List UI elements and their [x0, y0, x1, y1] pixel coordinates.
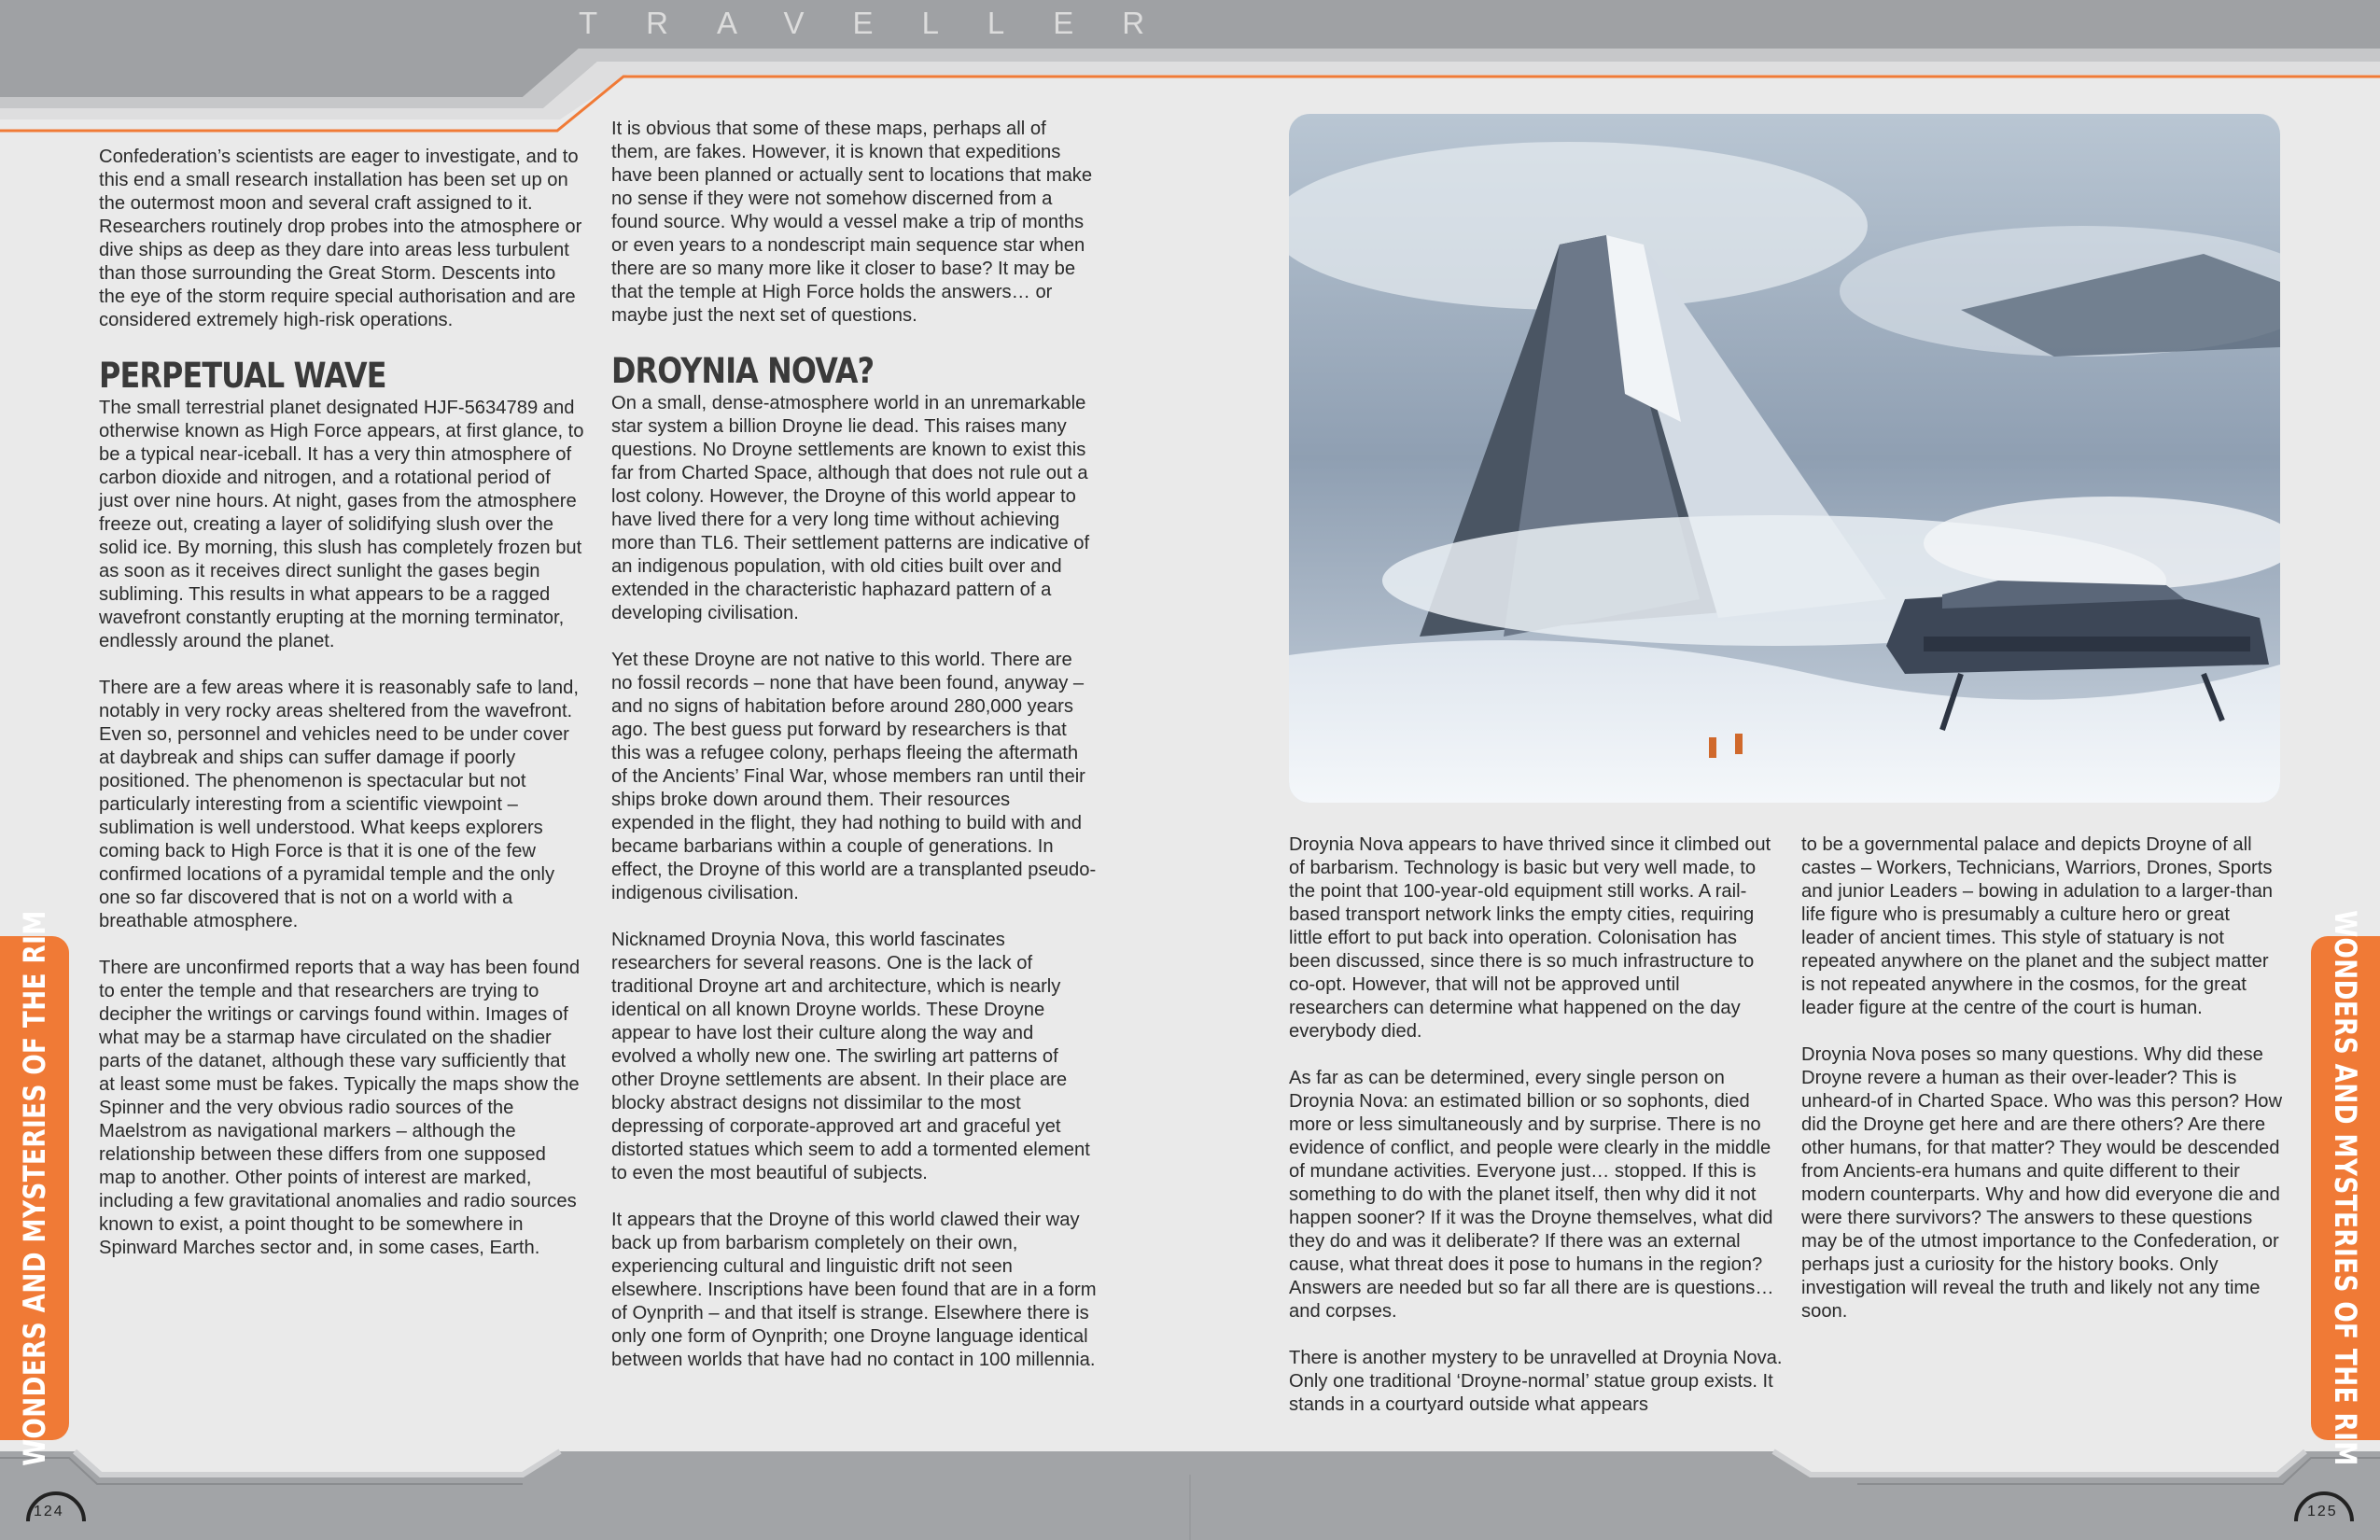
chapter-tab-right [2311, 910, 2380, 1466]
paragraph: Confederation’s scientists are eager to investigate, and to this end a small research installation has been set up on the outermost moon and several craft assigned to it. Researchers routinely drop probes into the atmosphere or dive ships as deep as they dare into areas less turbulent than those surrounding the Great Storm. Descents into the eye of the storm require special authorisation and are considered extremely high-risk operations. [99, 147, 582, 330]
section-heading-perpetual-wave: PERPETUAL WAVE [99, 356, 386, 396]
paragraph: Droynia Nova appears to have thrived since it climbed out of barbarism. Technology is basic but very well made, to the point that 100-year-old equipment still works. A rail-based transport network links the empty cities, requiring little effort to put back into operation. Colonisation has been discussed, since there is so much infrastructure to co-opt. However, that will not be approved until researchers can determine what happened on the day everybody died. [1289, 834, 1771, 1042]
chapter-tab-label: WONDERS AND MYSTERIES OF THE RIM [2328, 910, 2363, 1466]
paragraph: It appears that the Droyne of this world clawed their way back up from barbarism completely on their own, experiencing cultural and linguistic drift not seen elsewhere. Inscriptions have been found that are in a form of Oynprith – and that itself is strange. Elsewhere there is only one form of Oynprith; one Droyne language identical between worlds that have had no contact in 100 millennia. [611, 1210, 1097, 1370]
page-number-right: 125 [2307, 1504, 2338, 1519]
pyramid-illustration [1289, 114, 2280, 803]
chapter-tab-left [0, 910, 69, 1466]
header-title: TRAVELLER [579, 6, 1194, 40]
column-2 [611, 118, 1097, 1395]
column-3 [1289, 833, 1784, 1440]
paragraph: The small terrestrial planet designated HJF-5634789 and otherwise known as High Force appears, at first glance, to be a typical near-iceball. It has a very thin atmosphere of carbon dioxide and nitrogen, and a rotational period of just over nine hours. At night, gases from the atmosphere freeze out, creating a layer of solidifying slush over the solid ice. By morning, this slush has completely frozen but as soon as it receives direct sunlight the gases begin subliming. This results in what appears to be a ragged wavefront constantly erupting at the morning terminator, endlessly around the planet. [99, 398, 584, 651]
page-number-left: 124 [34, 1504, 64, 1519]
paragraph: There are a few areas where it is reasonably safe to land, notably in very rocky areas sheltered from the wavefront. Even so, personnel and vehicles need to be under cover at daybreak and ships can suffer damage if poorly positioned. The phenomenon is spectacular but not particularly interesting from a scientific viewpoint – sublimation is well understood. What keeps explorers coming back to High Force is that it is one of the few confirmed locations of a pyramidal temple and the only one so far discovered that is not on a world with a breathable atmosphere. [99, 678, 579, 931]
chapter-tab-label: WONDERS AND MYSTERIES OF THE RIM [17, 910, 52, 1466]
paragraph: On a small, dense-atmosphere world in an unremarkable star system a billion Droyne lie dead. This raises many questions. No Droyne settlements are known to exist this far from Charted Space, although that does not rule out a lost colony. However, the Droyne of this world appear to have lived there for a very long time without achieving more than TL6. Their settlement patterns are indicative of an indigenous population, with old cities built over and extended in the characteristic haphazard pattern of a developing civilisation. [611, 393, 1090, 623]
paragraph: It is obvious that some of these maps, perhaps all of them, are fakes. However, it is known that expeditions have been planned or actually sent to locations that make no sense if they were not somehow discerned from a found source. Why would a vessel make a trip of months or even years to a nondescript main sequence star when there are so many more like it closer to base? It may be that the temple at High Force holds the answers… or maybe just the next set of questions. [611, 119, 1093, 326]
paragraph: Droynia Nova poses so many questions. Why did these Droyne revere a human as their over-leader? This is unheard-of in Charted Space. Who was this person? How did the Droyne get here and are there others? Are there other humans, for that matter? They would be descended from Ancients-era humans and quite different to their modern counterparts. Why and how did everyone die and were there survivors? The answers to these questions may be of the utmost importance to the Confederation, or perhaps just a curiosity for the history books. Only investigation will reveal the truth and likely not any time soon. [1801, 1044, 2283, 1322]
column-1 [99, 146, 584, 1283]
paragraph: There are unconfirmed reports that a way has been found to enter the temple and that researchers are trying to decipher the writings or carvings found within. Images of what may be a starmap have circulated on the shadier parts of the datanet, although these vary sufficiently that at least some must be fakes. Typically the maps show the Spinner and the very obvious radio sources of the Maelstrom as navigational markers – although the relationship between these differs from one supposed map to another. Other points of interest are marked, including a few gravitational anomalies and radio sources known to exist, a point thought to be somewhere in Spinward Marches sector and, in some cases, Earth. [99, 958, 581, 1258]
column-4 [1801, 833, 2287, 1347]
section-heading-droynia-nova: DROYNIA NOVA? [611, 351, 875, 391]
paragraph: Nicknamed Droynia Nova, this world fascinates researchers for several reasons. One is the lack of traditional Droyne art and architecture, which is nearly identical on all known Droyne worlds. These Droyne appear to have lost their culture along the way and evolved a wholly new one. The swirling art patterns of other Droyne settlements are absent. In their place are blocky abstract designs not dissimilar to the most depressing of corporate-approved art and graceful yet distorted statues which seem to add a tormented element to even the most beautiful of subjects. [611, 930, 1090, 1183]
paragraph: As far as can be determined, every single person on Droynia Nova: an estimated billion or so sophonts, died more or less simultaneously and by surprise. There is no evidence of conflict, and people were clearly in the middle of mundane activities. Everyone just… stopped. If this is something to do with the planet itself, then why did it not happen sooner? If it was the Droyne themselves, what did they do and was it deliberate? If there was an external cause, what threat does it pose to humans in the region? Answers are needed but so far all there are is questions… and corpses. [1289, 1068, 1774, 1322]
paragraph: There is another mystery to be unravelled at Droynia Nova. Only one traditional ‘Droyne-normal’ statue group exists. It stands in a courtyard outside what appears [1289, 1348, 1783, 1415]
paragraph: Yet these Droyne are not native to this world. There are no fossil records – none that have been found, anyway – and no signs of habitation before around 280,000 years ago. The best guess put forward by researchers is that this was a refugee colony, perhaps fleeing the aftermath of the Ancients’ Final War, whose members ran until their ships broke down around them. Their resources expended in the flight, they had nothing to build with and became barbarians within a couple of generations. In effect, the Droyne of this world are a transplanted pseudo-indigenous civilisation. [611, 650, 1097, 903]
paragraph: to be a governmental palace and depicts Droyne of all castes – Workers, Technicians, Warriors, Drones, Sports and junior Leaders – bowing in adulation to a larger-than life figure who is presumably a culture hero or great leader of ancient times. This style of statuary is not repeated anywhere on the planet and the subject matter is not repeated anywhere in the cosmos, for the great leader figure at the centre of the court is human. [1801, 834, 2274, 1018]
